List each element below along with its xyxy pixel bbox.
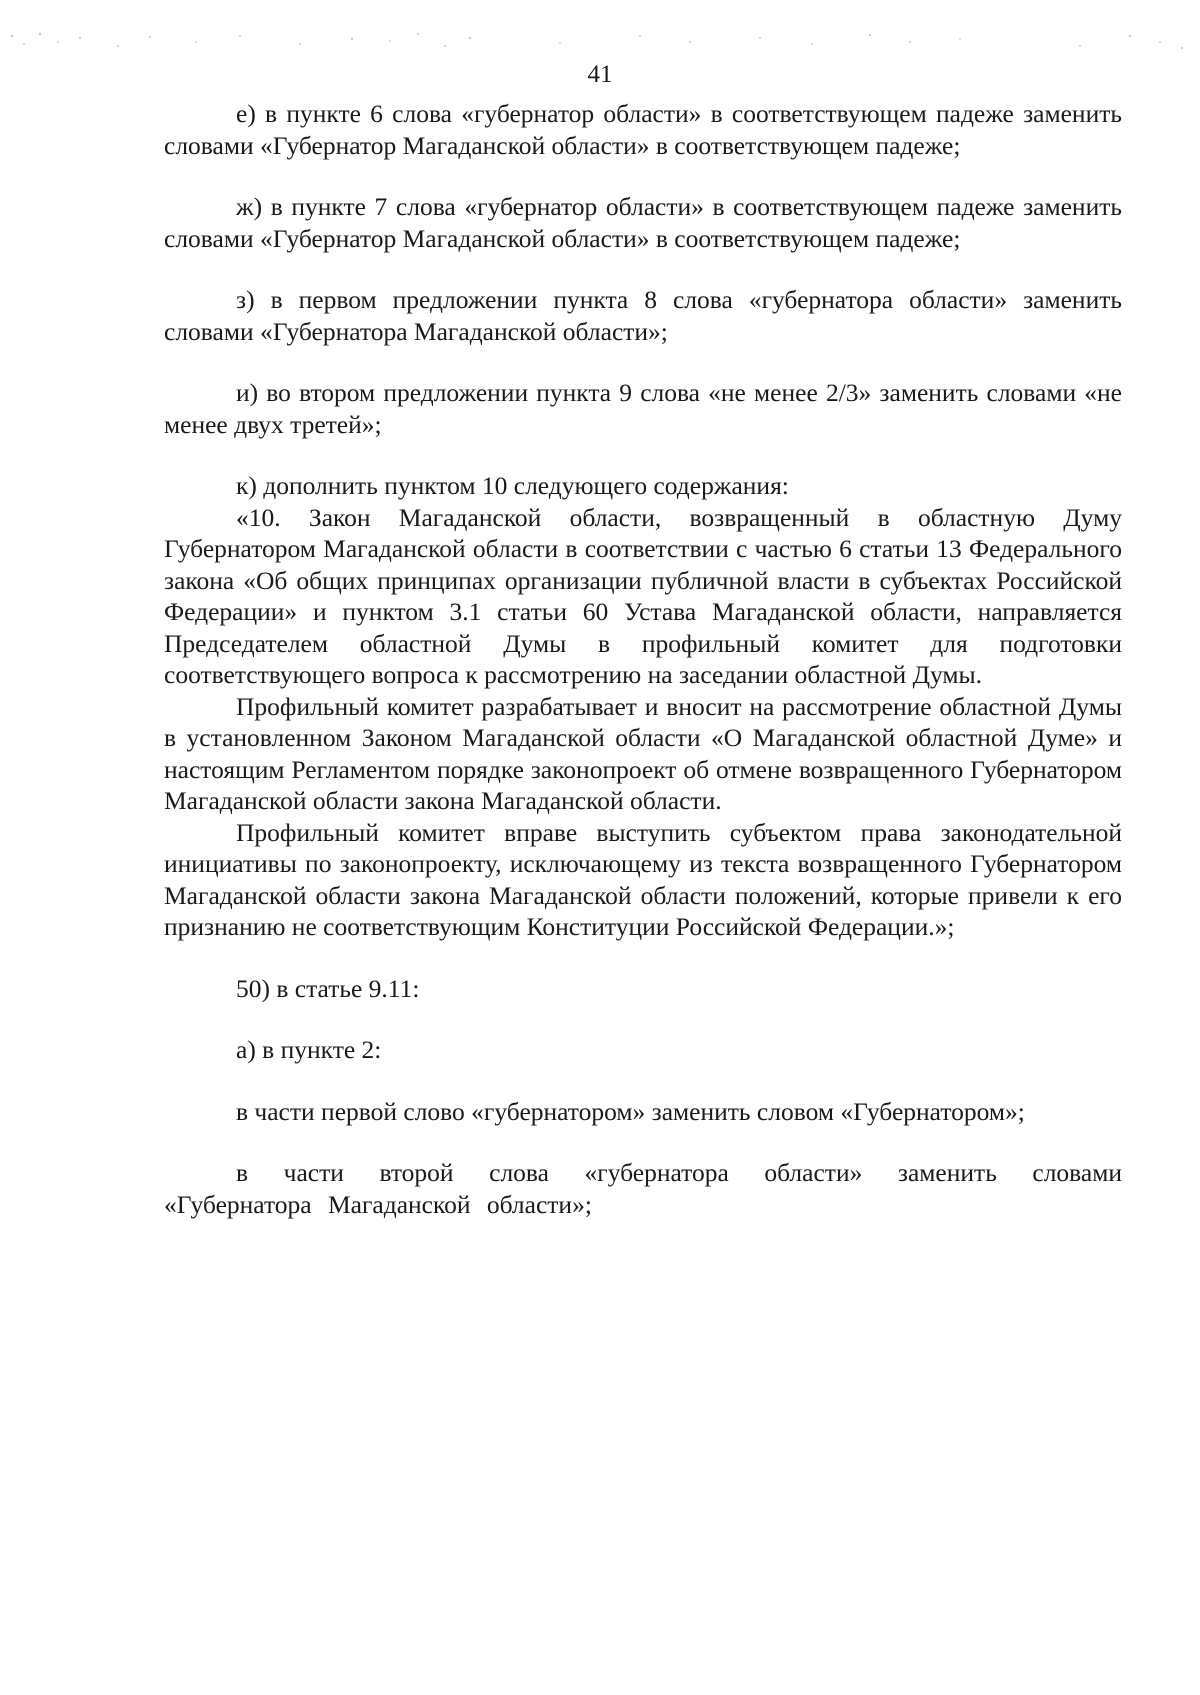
paragraph-e: е) в пункте 6 слова «губернатор области» в соответствующем падеже заменить словами «Губернатор Магаданской области» в соответствующем падеже; xyxy=(164,99,1122,160)
page-number: 41 xyxy=(587,61,613,88)
paragraph-z: з) в первом предложении пункта 8 слова «губернатора области» заменить словами «Губернатора Магаданской области»; xyxy=(164,285,1122,346)
paragraph-point-10: «10. Закон Магаданской области, возвращенный в областную Думу Губернатором Магаданской области в соответствии с частью 6 статьи 13 Федерального закона «Об общих принципах организации публичной власти в субъектах Российской Федерации» и пунктом 3.1 статьи 60 Устава Магаданской области, направляется Председателем областной Думы в профильный комитет для подготовки соответствующего вопроса к рассмотрению на заседании областной Думы. xyxy=(164,502,1122,689)
document-body xyxy=(164,98,1122,1220)
paragraph-part-one: в части первой слово «губернатором» заменить словом «Губернатором»; xyxy=(236,1096,1025,1126)
paragraph-zh: ж) в пункте 7 слова «губернатор области» в соответствующем падеже заменить словами «Губернатор Магаданской области» в соответствующем падеже; xyxy=(164,192,1122,253)
paragraph-i: и) во втором предложении пункта 9 слова «не менее 2/3» заменить словами «не менее двух третей»; xyxy=(164,378,1122,439)
paragraph-part-two: в части второй слова «губернатора области» заменить словами «Губернатора Магаданской области»; xyxy=(164,1158,1122,1219)
paragraph-committee-initiative: Профильный комитет вправе выступить субъектом права законодательной инициативы по законопроекту, исключающему из текста возвращенного Губернатором Магаданской области закона Магаданской области положений, которые привели к его признанию не соответствующим Конституции Российской Федерации.»; xyxy=(164,817,1122,941)
paragraph-committee-drafts: Профильный комитет разрабатывает и вносит на рассмотрение областной Думы в установленном Законом Магаданской области «О Магаданской областной Думе» и настоящим Регламентом порядке законопроект об отмене возвращенного Губернатором Магаданской области закона Магаданской области. xyxy=(164,691,1122,815)
scan-noise xyxy=(0,22,1200,62)
paragraph-k: к) дополнить пунктом 10 следующего содержания: xyxy=(236,471,789,500)
paragraph-a: а) в пункте 2: xyxy=(236,1035,382,1064)
paragraph-50: 50) в статье 9.11: xyxy=(236,973,420,1003)
